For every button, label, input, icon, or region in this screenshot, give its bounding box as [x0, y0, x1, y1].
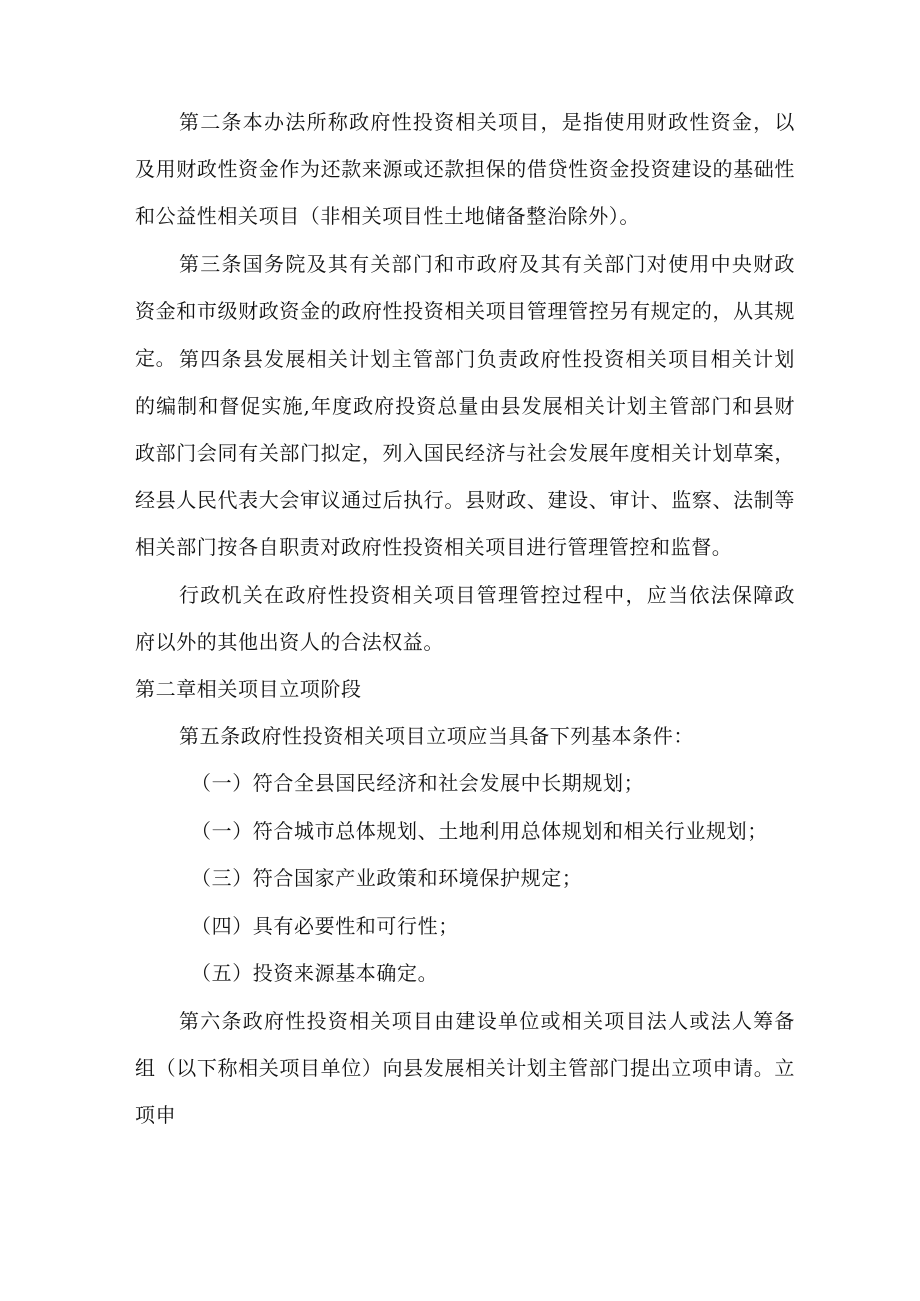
chapter-heading: 第二章相关项目立项阶段	[135, 677, 362, 701]
condition-item: （一）符合全县国民经济和社会发展中长期规划；	[191, 771, 645, 795]
condition-item: （五）投资来源基本确定。	[191, 961, 439, 985]
condition-item: （四）具有必要性和可行性；	[191, 914, 459, 938]
paragraph-article-2: 第二条本办法所称政府性投资相关项目，是指使用财政性资金，以及用财政性资金作为还款来源或还款担保的借贷性资金投资建设的基础性和公益性相关项目（非相关项目性土地储备整治除外）。	[135, 110, 795, 228]
condition-item: （一）符合城市总体规划、土地利用总体规划和相关行业规划；	[191, 819, 768, 843]
paragraph-article-3: 第三条国务院及其有关部门和市政府及其有关部门对使用中央财政资金和市级财政资金的政府性投资相关项目管理管控另有规定的，从其规定。	[135, 252, 795, 370]
paragraph-administrative-organs: 行政机关在政府性投资相关项目管理管控过程中，应当依法保障政府以外的其他出资人的合法权益。	[135, 583, 795, 654]
paragraph-article-4: 第四条县发展相关计划主管部门负责政府性投资相关项目相关计划的编制和督促实施,年度政府投资总量由县发展相关计划主管部门和县财政部门会同有关部门拟定，列入国民经济与社会发展年度相关计划草案，经县人民代表大会审议通过后执行。县财政、建设、审计、监察、法制等相关部门按各自职责对政府性投资相关项目进行管理管控和监督。	[135, 347, 795, 559]
paragraph-article-5-intro: 第五条政府性投资相关项目立项应当具备下列基本条件：	[179, 724, 694, 748]
paragraph-article-6: 第六条政府性投资相关项目由建设单位或相关项目法人或法人筹备组（以下称相关项目单位）向县发展相关计划主管部门提出立项申请。立项申	[135, 1009, 795, 1127]
condition-item: （三）符合国家产业政策和环境保护规定；	[191, 866, 583, 890]
